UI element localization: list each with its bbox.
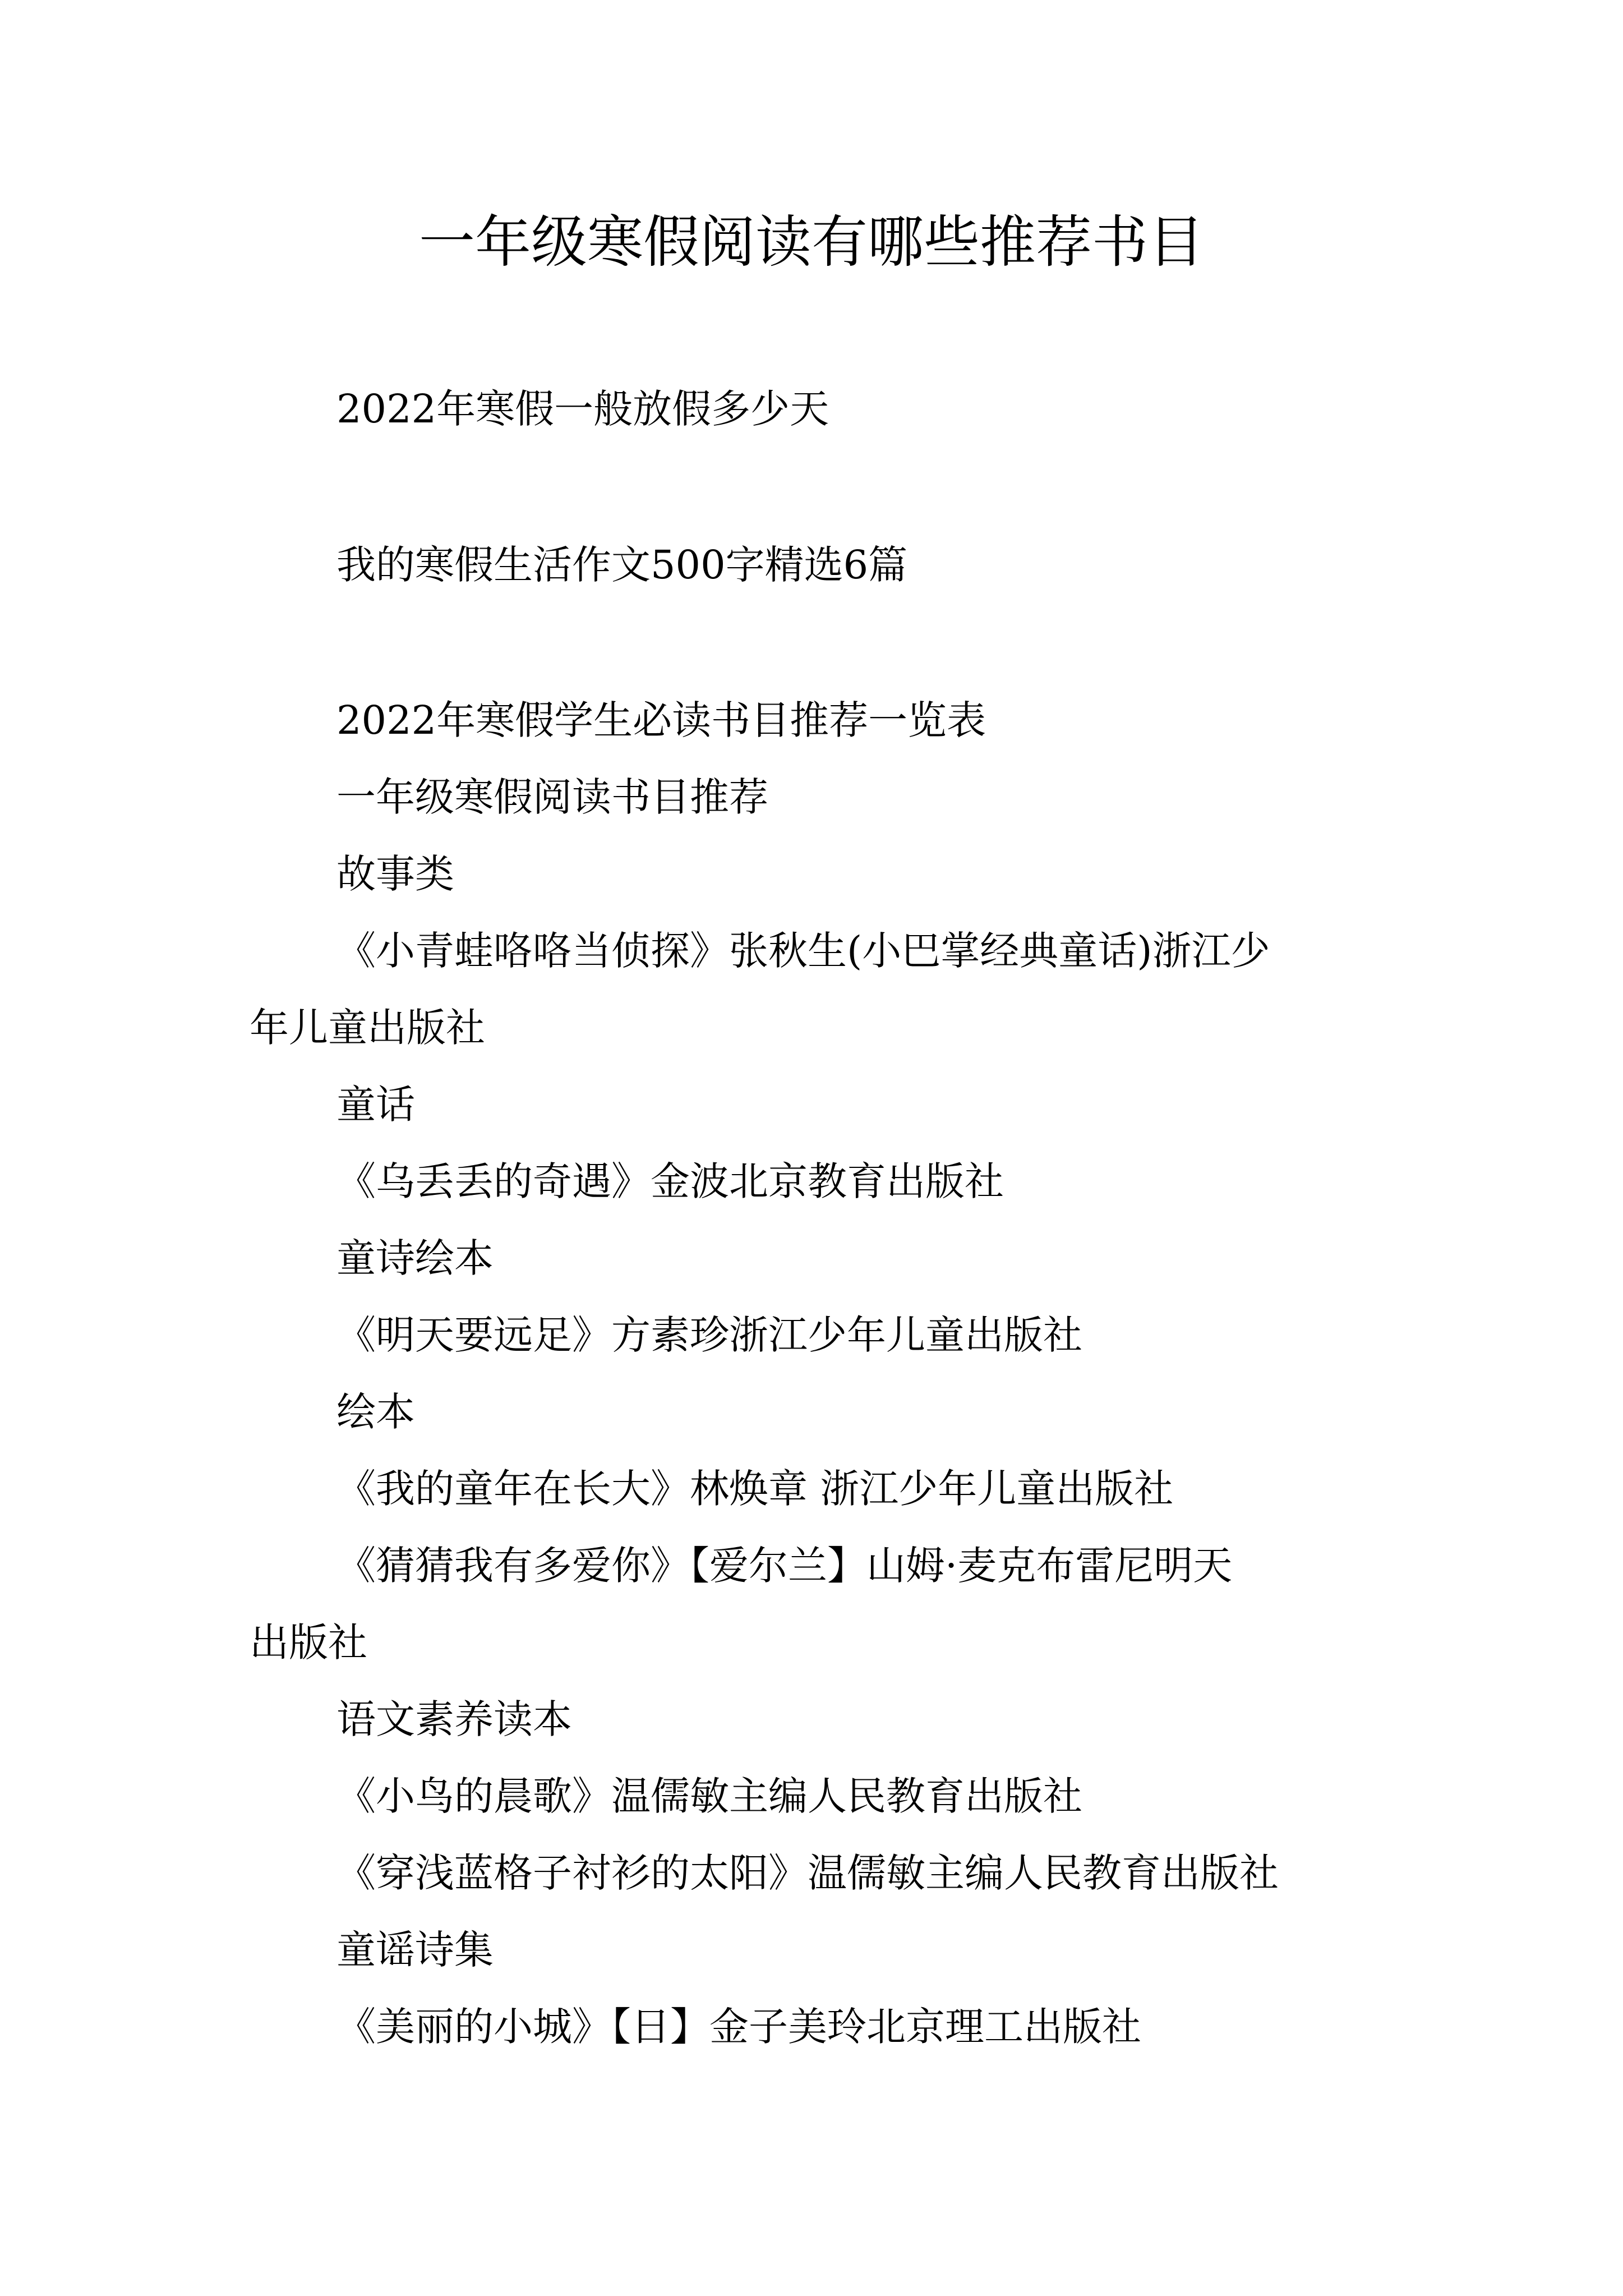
book-entry-continuation: 出版社: [250, 1619, 367, 1665]
section-heading: 童话: [336, 1082, 415, 1128]
section-heading: 语文素养读本: [336, 1696, 572, 1742]
section-heading: 故事类: [336, 851, 454, 897]
paragraph-line: 2022年寒假学生必读书目推荐一览表: [336, 697, 986, 743]
page-title: 一年级寒假阅读有哪些推荐书目: [419, 209, 1204, 275]
book-entry: 《穿浅蓝格子衬衫的太阳》温儒敏主编人民教育出版社: [336, 1850, 1279, 1896]
book-entry: 《小青蛙咯咯当侦探》张秋生(小巴掌经典童话)浙江少: [336, 928, 1270, 974]
paragraph-line: 我的寒假生活作文500字精选6篇: [336, 542, 908, 588]
book-entry: 《我的童年在长大》林焕章 浙江少年儿童出版社: [336, 1466, 1174, 1512]
section-heading: 童谣诗集: [336, 1927, 494, 1973]
section-heading: 绘本: [336, 1389, 415, 1435]
book-entry-continuation: 年儿童出版社: [250, 1005, 485, 1051]
paragraph-line: 一年级寒假阅读书目推荐: [336, 774, 768, 820]
book-entry: 《乌丢丢的奇遇》金波北京教育出版社: [336, 1158, 1004, 1204]
paragraph-line: 2022年寒假一般放假多少天: [336, 386, 829, 432]
section-heading: 童诗绘本: [336, 1235, 494, 1281]
book-entry: 《明天要远足》方素珍浙江少年儿童出版社: [336, 1312, 1082, 1358]
book-entry: 《猜猜我有多爱你》【爱尔兰】山姆·麦克布雷尼明天: [336, 1543, 1233, 1589]
book-entry: 《小鸟的晨歌》温儒敏主编人民教育出版社: [336, 1773, 1082, 1819]
book-entry: 《美丽的小城》【日】金子美玲北京理工出版社: [336, 2004, 1141, 2050]
